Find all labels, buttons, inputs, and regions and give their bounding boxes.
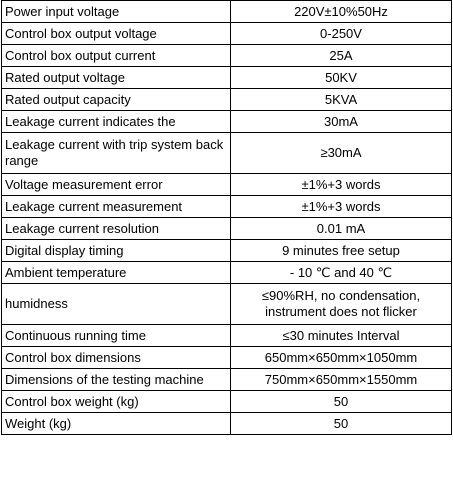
table-row xyxy=(2,133,452,174)
param-leakage-current-resolution: Leakage current resolution xyxy=(2,218,231,240)
value-humidness: ≤90%RH, no condensation, instrument does not flicker xyxy=(231,284,452,325)
param-control-box-dimensions: Control box dimensions xyxy=(2,347,231,369)
param-control-box-output-current: Control box output current xyxy=(2,45,231,67)
param-voltage-measurement-error: Voltage measurement error xyxy=(2,174,231,196)
value-control-box-weight: 50 xyxy=(231,391,452,413)
table-row xyxy=(2,413,452,435)
param-testing-machine-dimensions: Dimensions of the testing machine xyxy=(2,369,231,391)
param-leakage-current-indicates: Leakage current indicates the xyxy=(2,111,231,133)
value-voltage-measurement-error: ±1%+3 words xyxy=(231,174,452,196)
table-row xyxy=(2,218,452,240)
param-power-input-voltage: Power input voltage xyxy=(2,1,231,23)
param-leakage-current-trip-range: Leakage current with trip system back range xyxy=(2,133,231,174)
param-weight: Weight (kg) xyxy=(2,413,231,435)
value-leakage-current-resolution: 0.01 mA xyxy=(231,218,452,240)
value-rated-output-capacity: 5KVA xyxy=(231,89,452,111)
table-row xyxy=(2,45,452,67)
table-row xyxy=(2,284,452,325)
table-row xyxy=(2,67,452,89)
value-testing-machine-dimensions: 750mm×650mm×1550mm xyxy=(231,369,452,391)
table-row xyxy=(2,369,452,391)
table-row xyxy=(2,89,452,111)
table-row xyxy=(2,1,452,23)
table-row xyxy=(2,347,452,369)
value-leakage-current-trip-range: ≥30mA xyxy=(231,133,452,174)
table-row xyxy=(2,391,452,413)
param-continuous-running-time: Continuous running time xyxy=(2,325,231,347)
param-leakage-current-measurement: Leakage current measurement xyxy=(2,196,231,218)
value-leakage-current-indicates: 30mA xyxy=(231,111,452,133)
spec-table xyxy=(1,0,452,435)
param-digital-display-timing: Digital display timing xyxy=(2,240,231,262)
param-control-box-weight: Control box weight (kg) xyxy=(2,391,231,413)
value-digital-display-timing: 9 minutes free setup xyxy=(231,240,452,262)
value-control-box-output-voltage: 0-250V xyxy=(231,23,452,45)
value-control-box-dimensions: 650mm×650mm×1050mm xyxy=(231,347,452,369)
table-row xyxy=(2,23,452,45)
param-humidness: humidness xyxy=(2,284,231,325)
param-rated-output-capacity: Rated output capacity xyxy=(2,89,231,111)
table-row xyxy=(2,325,452,347)
value-weight: 50 xyxy=(231,413,452,435)
param-ambient-temperature: Ambient temperature xyxy=(2,262,231,284)
value-ambient-temperature: - 10 ℃ and 40 ℃ xyxy=(231,262,452,284)
table-row xyxy=(2,196,452,218)
table-row xyxy=(2,262,452,284)
value-control-box-output-current: 25A xyxy=(231,45,452,67)
value-rated-output-voltage: 50KV xyxy=(231,67,452,89)
value-continuous-running-time: ≤30 minutes Interval xyxy=(231,325,452,347)
value-leakage-current-measurement: ±1%+3 words xyxy=(231,196,452,218)
table-row xyxy=(2,174,452,196)
table-row xyxy=(2,240,452,262)
param-rated-output-voltage: Rated output voltage xyxy=(2,67,231,89)
param-control-box-output-voltage: Control box output voltage xyxy=(2,23,231,45)
value-power-input-voltage: 220V±10%50Hz xyxy=(231,1,452,23)
table-row xyxy=(2,111,452,133)
